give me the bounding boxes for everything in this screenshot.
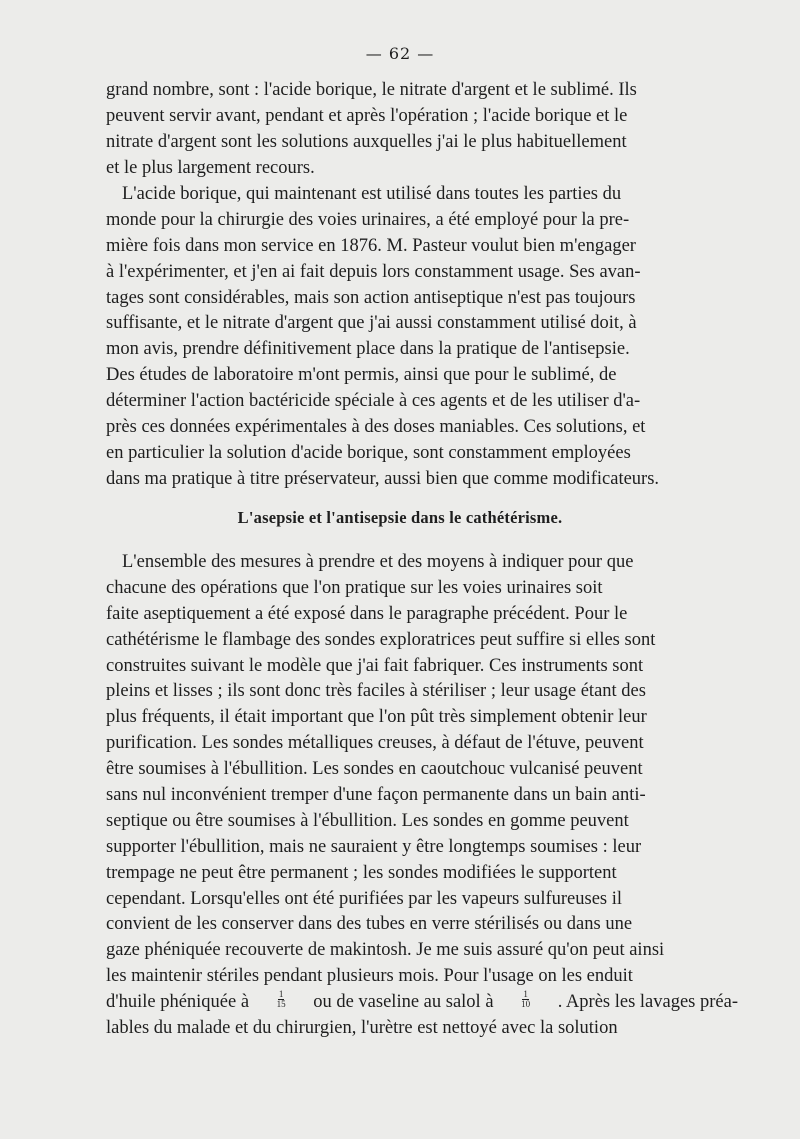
- fraction-denominator: 10: [521, 999, 531, 1010]
- text-line: cathétérisme le flambage des sondes exploratrices peut suffire si elles sont: [106, 629, 656, 650]
- text-line: près ces données expérimentales à des doses maniables. Ces solutions, et: [106, 417, 646, 438]
- text-line: trempage ne peut être permanent ; les sondes modifiées le supportent: [106, 862, 617, 883]
- text-line: supporter l'ébullition, mais ne sauraient y être longtemps soumises : leur: [106, 836, 642, 857]
- text-line: monde pour la chirurgie des voies urinaires, a été employé pour la pre-: [106, 209, 630, 230]
- fraction-one-fifteenth: [277, 990, 286, 1016]
- text-line: être soumises à l'ébullition. Les sondes en caoutchouc vulcanisé peuvent: [106, 759, 643, 780]
- text-line: gaze phéniquée recouverte de makintosh. Je me suis assuré qu'on peut ainsi: [106, 940, 665, 961]
- paragraph-1: [106, 78, 738, 182]
- text-line: construites suivant le modèle que j'ai fait fabriquer. Ces instruments sont: [106, 655, 644, 676]
- fraction-line-middle: ou de vaseline au salol à: [313, 992, 494, 1013]
- text-line: sans nul inconvénient tremper d'une façon permanente dans un bain anti-: [106, 785, 646, 806]
- fraction-denominator: 15: [276, 999, 286, 1010]
- text-line: Des études de laboratoire m'ont permis, ainsi que pour le sublimé, de: [106, 365, 617, 386]
- text-line: grand nombre, sont : l'acide borique, le nitrate d'argent et le sublimé. Ils: [106, 80, 637, 100]
- text-line: lables du malade et du chirurgien, l'urètre est nettoyé avec la solution: [106, 1018, 618, 1039]
- fraction-one-tenth: [521, 990, 530, 1016]
- paragraph-3: [106, 550, 738, 1042]
- text-line: septique ou être soumises à l'ébullition. Les sondes en gomme peuvent: [106, 810, 629, 831]
- fraction-line-after: . Après les lavages préa-: [557, 992, 738, 1013]
- text-line-with-fractions: [106, 990, 738, 1016]
- text-line: en particulier la solution d'acide borique, sont constamment employées: [106, 442, 631, 463]
- text-line: tages sont considérables, mais son action antiseptique n'est pas toujours: [106, 287, 636, 308]
- text-line: nitrate d'argent sont les solutions auxquelles j'ai le plus habituellement: [106, 131, 627, 152]
- text-line: et le plus largement recours.: [106, 157, 315, 178]
- page-number: — 62 —: [365, 44, 435, 63]
- text-line: mon avis, prendre définitivement place dans la pratique de l'antisepsie.: [106, 339, 630, 360]
- text-line: faite aseptiquement a été exposé dans le paragraphe précédent. Pour le: [106, 603, 628, 624]
- text-line: déterminer l'action bactéricide spéciale à ces agents et de les utiliser d'a-: [106, 391, 641, 412]
- text-line: suffisante, et le nitrate d'argent que j'ai aussi constamment utilisé doit, à: [106, 313, 637, 334]
- text-line: peuvent servir avant, pendant et après l'opération ; l'acide borique et le: [106, 105, 628, 126]
- paragraph-2: [106, 182, 738, 493]
- text-line: convient de les conserver dans des tubes en verre stérilisés ou dans une: [106, 914, 633, 935]
- text-line: chacune des opérations que l'on pratique sur les voies urinaires soit: [106, 577, 603, 598]
- fraction-numerator: 1: [278, 989, 284, 1000]
- text-line: L'ensemble des mesures à prendre et des moyens à indiquer pour que: [122, 552, 634, 572]
- text-line: mière fois dans mon service en 1876. M. Pasteur voulut bien m'engager: [106, 235, 636, 256]
- text-line: à l'expérimenter, et j'en ai fait depuis lors constamment usage. Ses avan-: [106, 261, 641, 282]
- text-line: les maintenir stériles pendant plusieurs mois. Pour l'usage on les enduit: [106, 966, 633, 987]
- text-line: plus fréquents, il était important que l'on pût très simplement obtenir leur: [106, 707, 647, 728]
- text-line: pleins et lisses ; ils sont donc très faciles à stériliser ; leur usage étant des: [106, 681, 646, 702]
- text-line: dans ma pratique à titre préservateur, aussi bien que comme modificateurs.: [106, 468, 660, 489]
- text-line: purification. Les sondes métalliques creuses, à défaut de l'étuve, peuvent: [106, 733, 644, 754]
- section-heading: L'asepsie et l'antisepsie dans le cathétérisme.: [237, 508, 563, 527]
- text-line: cependant. Lorsqu'elles ont été purifiées par les vapeurs sulfureuses il: [106, 888, 623, 909]
- fraction-numerator: 1: [523, 989, 528, 1000]
- fraction-line-before: d'huile phéniquée à: [106, 992, 250, 1013]
- text-line: L'acide borique, qui maintenant est utilisé dans toutes les parties du: [122, 184, 622, 204]
